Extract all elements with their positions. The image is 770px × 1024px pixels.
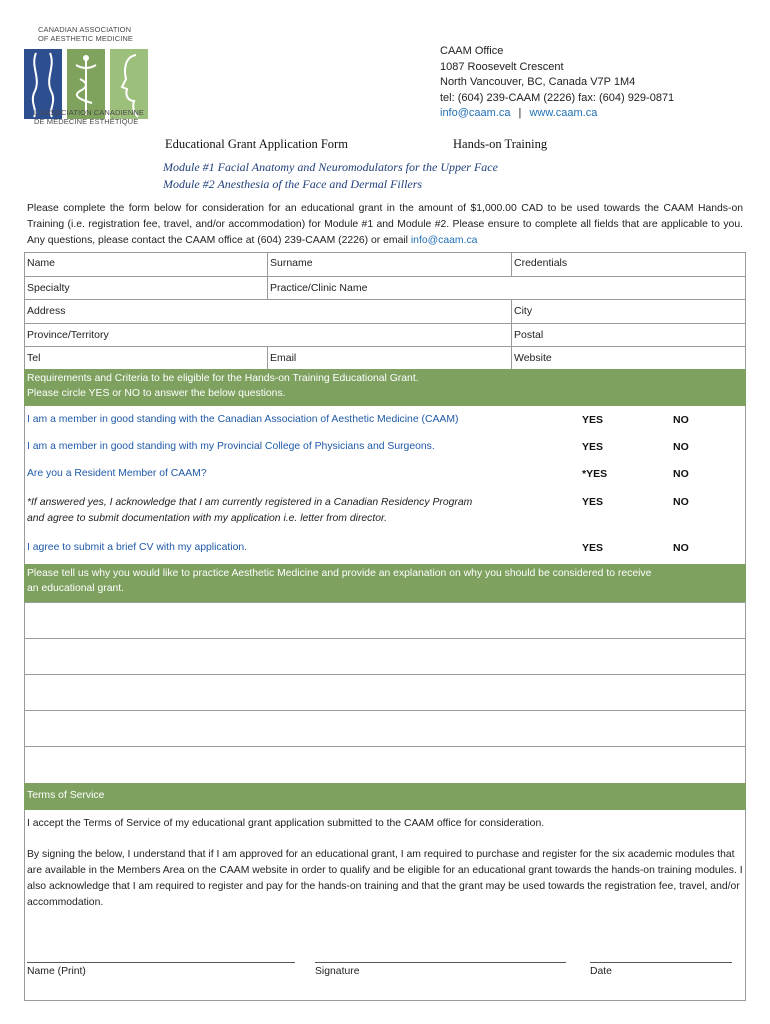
terms-body-text: By signing the below, I understand that if I am approved for an educational grant, I am required to purchase and register for the six academic modules that are available in the Members Area on the CAAM website in order to qualify and be eligible for an educational grant towards the hands-on training modules. I also acknowledge that I am required to register and pay for the hands-on training and that the grant may be used towards the registration fee, travel, and/or accommodation. (27, 849, 743, 908)
office-phones: tel: (604) 239-CAAM (2226) fax: (604) 929-0871 (440, 91, 675, 104)
question-caam-member: I am a member in good standing with the Canadian Association of Aesthetic Medicine (CAAM) (27, 414, 459, 425)
intro-email-link[interactable]: info@caam.ca (410, 235, 478, 247)
essay-answer-line-5[interactable] (24, 746, 746, 782)
office-website-link[interactable]: www.caam.ca (529, 107, 598, 120)
row-address (24, 299, 746, 323)
answer-no-caam-member[interactable]: NO (673, 414, 689, 426)
name-print-line[interactable] (27, 962, 295, 963)
question-submit-cv: I agree to submit a brief CV with my application. (27, 542, 248, 553)
org-name-en: CANADIAN ASSOCIATION OF AESTHETIC MEDICINE (38, 25, 134, 43)
office-street: 1087 Roosevelt Crescent (440, 60, 564, 73)
answer-yes-provincial-college[interactable]: YES (582, 441, 604, 453)
website-field[interactable]: Website (514, 352, 552, 364)
row-specialty (24, 276, 746, 299)
signature-line[interactable] (315, 962, 566, 963)
essay-answer-line-4[interactable] (24, 710, 746, 746)
office-address (440, 44, 674, 122)
module-1-title: Module #1 Facial Anatomy and Neuromodulators for the Upper Face (163, 160, 498, 174)
name-field[interactable]: Name (27, 257, 56, 269)
answer-yes-submit-cv[interactable]: YES (582, 542, 604, 554)
date-line[interactable] (590, 962, 732, 963)
module-2-title: Module #2 Anesthesia of the Face and Dermal Fillers (163, 177, 423, 191)
specialty-field[interactable]: Specialty (27, 282, 70, 294)
office-email-link[interactable]: info@caam.ca (440, 107, 511, 120)
essay-answer-line-2[interactable] (24, 638, 746, 674)
credentials-field[interactable]: Credentials (514, 257, 568, 269)
terms-header: Terms of Service (24, 783, 746, 810)
intro-paragraph: Please complete the form below for consideration for an educational grant in the amount of $1,000.00 CAD to be used towards the CAAM Hands-on Training (i.e. registration fee, travel, and/or accommodation) for Module #1 and Module #2. Please ensure to complete all fields that are applicable to you. Any questions, please contact the CAAM office at (604) 239-CAAM (2226) or email info@caam.ca (27, 203, 743, 247)
practice-field[interactable]: Practice/Clinic Name (270, 282, 368, 294)
form-title: Educational Grant Application Form (165, 137, 348, 151)
org-name-fr: L'ASSOCIATION CANADIENNE DE MÉDECINE ESTHÉTIQUE (34, 108, 144, 126)
answer-yes-resident-member[interactable]: *YES (582, 468, 608, 480)
essay-answer-line-3[interactable] (24, 674, 746, 710)
postal-field[interactable]: Postal (514, 329, 544, 341)
question-provincial-college: I am a member in good standing with my Provincial College of Physicians and Surgeons. (27, 441, 435, 452)
essay-header: Please tell us why you would like to practice Aesthetic Medicine and provide an explanation on why you should be considered to receive an educational grant. (24, 564, 746, 602)
address-field[interactable]: Address (27, 305, 66, 317)
terms-accept-text: I accept the Terms of Service of my educational grant application submitted to the CAAM office for consideration. (27, 818, 545, 829)
office-city: North Vancouver, BC, Canada V7P 1M4 (440, 76, 636, 89)
essay-answer-line-1[interactable] (24, 602, 746, 638)
question-resident-member: Are you a Resident Member of CAAM? (27, 468, 207, 479)
city-field[interactable]: City (514, 305, 533, 317)
surname-field[interactable]: Surname (270, 257, 313, 269)
answer-yes-caam-member[interactable]: YES (582, 414, 604, 426)
requirements-header: Requirements and Criteria to be eligible for the Hands-on Training Educational Grant. Please circle YES or NO to answer the below questions. (24, 369, 746, 406)
answer-no-provincial-college[interactable]: NO (673, 441, 689, 453)
name-print-label: Name (Print) (27, 966, 86, 977)
answer-no-resident-member[interactable]: NO (673, 468, 689, 480)
tel-field[interactable]: Tel (27, 352, 41, 364)
answer-no-submit-cv[interactable]: NO (673, 542, 689, 554)
row-name (24, 252, 746, 276)
form-subtitle: Hands-on Training (453, 137, 548, 151)
date-label: Date (590, 966, 612, 977)
row-province (24, 323, 746, 346)
link-separator: | (518, 107, 522, 120)
signature-label: Signature (315, 966, 360, 977)
answer-yes-residency[interactable]: YES (582, 496, 604, 508)
province-field[interactable]: Province/Territory (27, 329, 109, 341)
office-name: CAAM Office (440, 45, 504, 57)
row-contact (24, 346, 746, 369)
answer-no-residency[interactable]: NO (673, 496, 689, 508)
question-residency-acknowledgement: *If answered yes, I acknowledge that I am currently registered in a Canadian Residency Program and agree to submit documentation with my application i.e. letter from director. (27, 497, 473, 524)
email-field[interactable]: Email (270, 352, 297, 364)
